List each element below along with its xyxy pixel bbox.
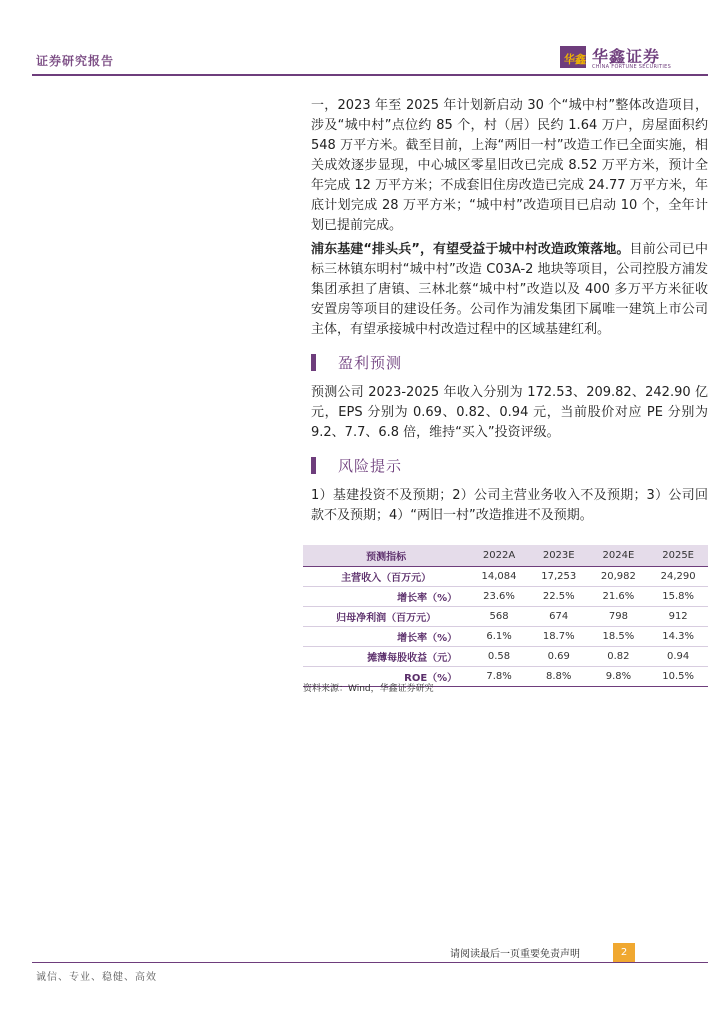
table-row — [303, 607, 708, 627]
table-cell: 14.3% — [648, 627, 708, 647]
table-cell: 21.6% — [589, 587, 649, 607]
paragraph-risk: 1）基建投资不及预期；2）公司主营业务收入不及预期；3）公司回款不及预期；4）“两旧一村”改造推进不及预期。 — [311, 488, 708, 523]
table-cell: 9.8% — [589, 667, 649, 687]
paragraph-urban-village-plan: 一，2023 年至 2025 年计划新启动 30 个“城中村”整体改造项目，涉及“城中村”点位约 85 个，村（居）民约 1.64 万户，房屋面积约 548 万平方米。截至目前，上海“两旧一村”改造工作已全面实施，相关成效逐步显现，中心城区零星旧改已完成 8.52 万平方米，预计全年完成 12 万平方米；不成套旧住房改造已完成 24.77 万平方米，年底计划完成 28 万平方米；“城中村”改造项目已启动 10 个，全年计划已提前完成。 — [311, 98, 708, 233]
logo-name-cn: 华鑫证券 — [592, 47, 661, 66]
table-row — [303, 587, 708, 607]
table-header-cell: 预测指标 — [303, 545, 469, 567]
table-row-label: 归母净利润（百万元） — [303, 607, 469, 627]
table-cell: 22.5% — [529, 587, 589, 607]
table-row-label: 主营收入（百万元） — [303, 567, 469, 587]
table-cell: 18.7% — [529, 627, 589, 647]
table-cell: 8.8% — [529, 667, 589, 687]
table-row — [303, 627, 708, 647]
table-cell: 24,290 — [648, 567, 708, 587]
footer-motto: 诚信、专业、稳健、高效 — [36, 972, 157, 983]
disclaimer-bar — [450, 943, 700, 961]
disclaimer-link[interactable]: 请阅读最后一页重要免责声明 — [450, 949, 580, 960]
table-row-label: 摊薄每股收益（元） — [303, 647, 469, 667]
table-cell: 20,982 — [589, 567, 649, 587]
paragraph-pudong-infrastructure — [311, 240, 708, 340]
table-cell: 568 — [469, 607, 529, 627]
forecast-table — [303, 545, 708, 687]
section-title: 风险提示 — [338, 457, 403, 475]
paragraph-forecast: 预测公司 2023-2025 年收入分别为 172.53、209.82、242.90 亿元，EPS 分别为 0.69、0.82、0.94 元，当前股价对应 PE 分别为 9.2、7.7、6.8 倍，维持“买入”投资评级。 — [311, 385, 708, 440]
table-cell: 10.5% — [648, 667, 708, 687]
table-cell: 798 — [589, 607, 649, 627]
table-cell: 7.8% — [469, 667, 529, 687]
section-marker-icon — [311, 354, 316, 371]
report-type-label: 证券研究报告 — [36, 54, 115, 68]
table-cell: 0.82 — [589, 647, 649, 667]
logo-name-en: CHINA FORTUNE SECURITIES — [592, 64, 672, 70]
table-source-note: 资料来源：Wind，华鑫证券研究 — [303, 684, 434, 694]
company-logo — [560, 44, 690, 74]
paragraph-lead: 浦东基建“排头兵”，有望受益于城中村改造政策落地。 — [311, 242, 630, 257]
table-row — [303, 567, 708, 587]
table-row — [303, 647, 708, 667]
page-number: 2 — [613, 943, 635, 963]
section-forecast-heading — [311, 352, 708, 373]
table-cell: 674 — [529, 607, 589, 627]
table-cell: 912 — [648, 607, 708, 627]
table-cell: 0.94 — [648, 647, 708, 667]
table-cell: 15.8% — [648, 587, 708, 607]
table-cell: 14,084 — [469, 567, 529, 587]
table-header-cell: 2022A — [469, 545, 529, 567]
header-divider — [32, 74, 708, 76]
table-row-label: 增长率（%） — [303, 627, 469, 647]
table-header-cell: 2023E — [529, 545, 589, 567]
logo-mark-text: 华鑫 — [564, 53, 586, 66]
table-cell: 0.58 — [469, 647, 529, 667]
table-cell: 17,253 — [529, 567, 589, 587]
table-header-cell: 2024E — [589, 545, 649, 567]
table-cell: 6.1% — [469, 627, 529, 647]
table-header-row — [303, 545, 708, 567]
table-cell: 0.69 — [529, 647, 589, 667]
table-header-cell: 2025E — [648, 545, 708, 567]
section-title: 盈利预测 — [338, 354, 403, 372]
logo-mark-icon — [560, 46, 586, 68]
table-row-label: ROE（%） — [303, 667, 469, 687]
table-cell: 23.6% — [469, 587, 529, 607]
section-marker-icon — [311, 457, 316, 474]
section-risk-heading — [311, 455, 708, 476]
table-cell: 18.5% — [589, 627, 649, 647]
footer-divider — [32, 962, 708, 963]
table-row-label: 增长率（%） — [303, 587, 469, 607]
paragraph-body: 目前公司已中标三林镇东明村“城中村”改造 C03A-2 地块等项目，公司控股方浦发集团承担了唐镇、三林北蔡“城中村”改造以及 400 多万平方米征收安置房等项目的建设任务。公司作为浦发集团下属唯一建筑上市公司主体，有望承接城中村改造过程中的区域基建红利。 — [311, 242, 708, 337]
main-content — [311, 96, 708, 530]
